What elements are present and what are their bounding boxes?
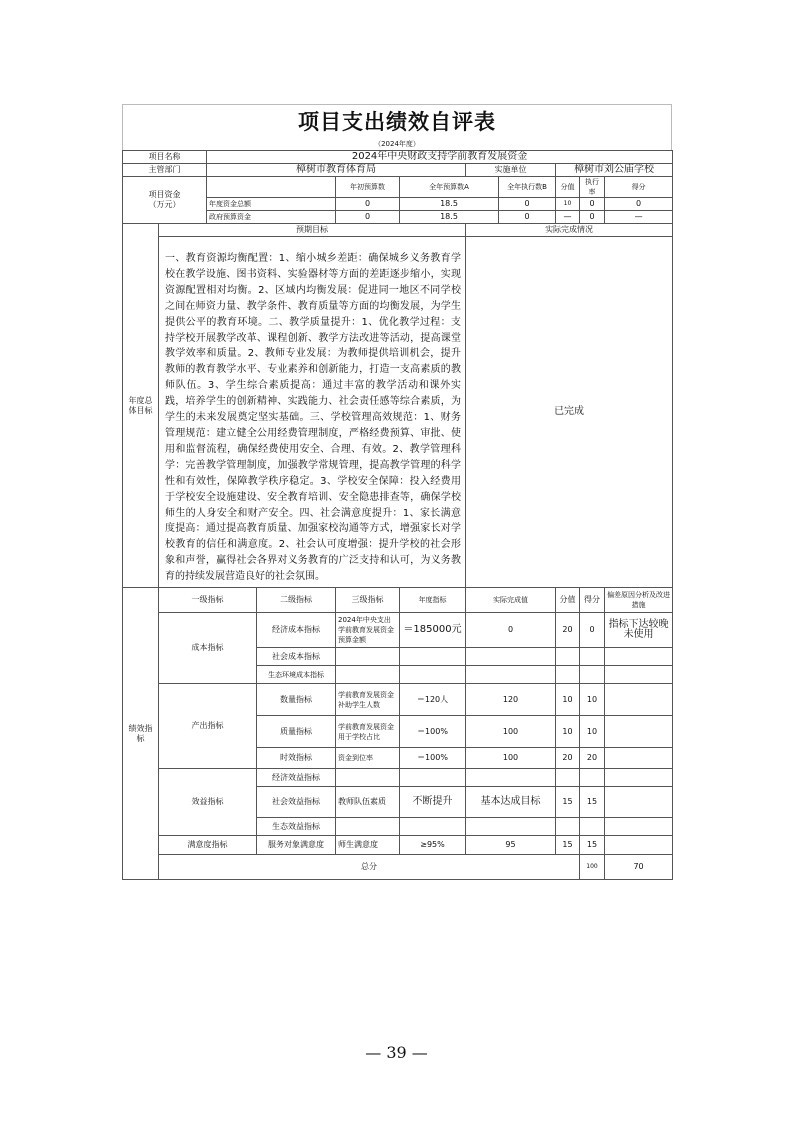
goal-status: 已完成 xyxy=(466,237,673,588)
econ-cost-target: ＝185000元 xyxy=(400,613,466,648)
row-total-funds-label: 年度资金总额 xyxy=(207,198,336,211)
quality-l3: 学前教育发展资金用于学校占比 xyxy=(336,716,400,748)
cost-indicator: 成本指标 xyxy=(159,613,257,684)
quantity-actual: 120 xyxy=(466,684,556,716)
lvl3-header: 三级指标 xyxy=(336,588,400,613)
goal-text: 一、教育资源均衡配置：1、缩小城乡差距：确保城乡义务教育学校在教学设施、图书资料、实验器材等方面的差距逐步缩小，实现资源配置相对均衡。2、区域内均衡发展：促进同一地区不同学校之间在师资力量、教学条件、教育质量等方面的均衡发展，为学生提供公平的教育环境。二、教学质量提升：1、优化教学过程：支持学校开展教学改革、课程创新、教学方法改进等活动，提高课堂教学效率和质量。2、教师专业发展：为教师提供培训机会，提升教师的教育教学水平、专业素养和创新能力，打造一支高素质的教师队伍。3、学生综合素质提高：通过丰富的教学活动和课外实践，培养学生的创新精神、实践能力、社会责任感等综合素质，为学生的未来发展奠定坚实基础。三、学校管理高效规范：1、财务管理规范：建立健全公用经费管理制度，严格经费预算、审批、使用和监督流程，确保经费使用安全、合理、有效。2、教学管理科学：完善教学管理制度，加强教学常规管理，提高教学管理的科学性和有效性，保障教学秩序稳定。3、学校安全保障：投入经费用于学校安全设施建设、安全教育培训、安全隐患排查等，确保学校师生的人身安全和财产安全。四、社会满意度提升：1、家长满意度提高：通过提高教育质量、加强家校沟通等方式，增强家长对学校教育的信任和满意度。2、社会认可度增强：提升学校的社会形象和声誉，赢得社会各界对义务教育的广泛支持和认可，为义务教育的持续发展营造良好的社会氛围。 xyxy=(159,237,466,588)
gov-initial: 0 xyxy=(336,211,400,224)
score-value-header: 分值 xyxy=(556,588,580,613)
total-initial: 0 xyxy=(336,198,400,211)
lvl2-header: 二级指标 xyxy=(257,588,336,613)
col-full-budget: 全年预算数A xyxy=(400,177,499,198)
total-label: 总分 xyxy=(159,855,580,880)
timeliness-l3: 资金到位率 xyxy=(336,748,400,769)
total-score: 0 xyxy=(605,198,673,211)
lvl1-header: 一级指标 xyxy=(159,588,257,613)
actual-value-header: 实际完成值 xyxy=(466,588,556,613)
score-header: 得分 xyxy=(580,588,605,613)
performance-form xyxy=(122,104,672,880)
actual-status-header: 实际完成情况 xyxy=(466,224,673,237)
quantity-score-value: 10 xyxy=(556,684,580,716)
total-exec-rate: 0 xyxy=(580,198,605,211)
gov-score-value: — xyxy=(556,211,580,224)
quantity-score: 10 xyxy=(580,684,605,716)
econ-cost-score-value: 20 xyxy=(556,613,580,648)
form-year: （2024年度） xyxy=(122,138,672,150)
quantity-target: ＝120人 xyxy=(400,684,466,716)
service-sat-score-value: 15 xyxy=(556,836,580,855)
econ-benefit-indicator: 经济效益指标 xyxy=(257,769,336,787)
timeliness-actual: 100 xyxy=(466,748,556,769)
service-sat-score: 15 xyxy=(580,836,605,855)
col-blank xyxy=(207,177,336,198)
service-sat-indicator: 服务对象满意度 xyxy=(257,836,336,855)
econ-cost-deviation: 指标下达较晚未使用 xyxy=(605,613,673,648)
col-exec-rate: 执行率 xyxy=(580,177,605,198)
form-title: 项目支出绩效自评表 xyxy=(122,104,672,138)
timeliness-score-value: 20 xyxy=(556,748,580,769)
project-name-value: 2024年中央财政支持学前教育发展资金 xyxy=(207,151,673,164)
timeliness-score: 20 xyxy=(580,748,605,769)
quality-actual: 100 xyxy=(466,716,556,748)
total-score-value-sum: 100 xyxy=(580,855,605,880)
total-exec: 0 xyxy=(499,198,556,211)
service-sat-target: ≥95% xyxy=(400,836,466,855)
impl-unit-label: 实施单位 xyxy=(466,164,556,177)
social-cost-indicator: 社会成本指标 xyxy=(257,648,336,666)
quantity-l3: 学前教育发展资金补助学生人数 xyxy=(336,684,400,716)
social-benefit-score: 15 xyxy=(580,787,605,818)
gov-exec: 0 xyxy=(499,211,556,224)
timeliness-target: ＝100% xyxy=(400,748,466,769)
social-benefit-indicator: 社会效益指标 xyxy=(257,787,336,818)
row-gov-funds-label: 政府预算资金 xyxy=(207,211,336,224)
quantity-indicator: 数量指标 xyxy=(257,684,336,716)
funds-label: 项目资金 （万元） xyxy=(123,177,207,224)
dept-value: 樟树市教育体育局 xyxy=(207,164,466,177)
dept-label: 主管部门 xyxy=(123,164,207,177)
econ-cost-score: 0 xyxy=(580,613,605,648)
gov-full-budget: 18.5 xyxy=(400,211,499,224)
service-sat-l3: 师生满意度 xyxy=(336,836,400,855)
col-score: 得分 xyxy=(605,177,673,198)
col-score-value: 分值 xyxy=(556,177,580,198)
output-indicator: 产出指标 xyxy=(159,684,257,769)
project-name-label: 项目名称 xyxy=(123,151,207,164)
service-sat-actual: 95 xyxy=(466,836,556,855)
benefit-indicator: 效益指标 xyxy=(159,769,257,836)
expected-goal-header: 预期目标 xyxy=(159,224,466,237)
timeliness-indicator: 时效指标 xyxy=(257,748,336,769)
eco-benefit-indicator: 生态效益指标 xyxy=(257,818,336,836)
page-number: — 39 — xyxy=(365,1043,428,1062)
econ-cost-l3: 2024年中央支出学前教育发展资金预算金额 xyxy=(336,613,400,648)
col-initial-budget: 年初预算数 xyxy=(336,177,400,198)
total-full-budget: 18.5 xyxy=(400,198,499,211)
evaluation-table xyxy=(122,150,673,880)
col-exec: 全年执行数B xyxy=(499,177,556,198)
eco-cost-indicator: 生态环境成本指标 xyxy=(257,666,336,684)
social-benefit-actual: 基本达成目标 xyxy=(466,787,556,818)
deviation-header: 偏差原因分析及改进措施 xyxy=(605,588,673,613)
gov-exec-rate: 0 xyxy=(580,211,605,224)
econ-cost-actual: 0 xyxy=(466,613,556,648)
total-score-value: 10 xyxy=(556,198,580,211)
social-benefit-target: 不断提升 xyxy=(400,787,466,818)
quality-score-value: 10 xyxy=(556,716,580,748)
social-benefit-l3: 教师队伍素质 xyxy=(336,787,400,818)
perf-indicators-label: 绩效指标 xyxy=(123,588,159,880)
quality-score: 10 xyxy=(580,716,605,748)
annual-goal-label: 年度总体目标 xyxy=(123,224,159,588)
satisfaction-indicator: 满意度指标 xyxy=(159,836,257,855)
total-score-sum: 70 xyxy=(605,855,673,880)
econ-cost-indicator: 经济成本指标 xyxy=(257,613,336,648)
gov-score: — xyxy=(605,211,673,224)
annual-index-header: 年度指标 xyxy=(400,588,466,613)
quality-indicator: 质量指标 xyxy=(257,716,336,748)
impl-unit-value: 樟树市刘公庙学校 xyxy=(556,164,673,177)
quality-target: ＝100% xyxy=(400,716,466,748)
social-benefit-score-value: 15 xyxy=(556,787,580,818)
